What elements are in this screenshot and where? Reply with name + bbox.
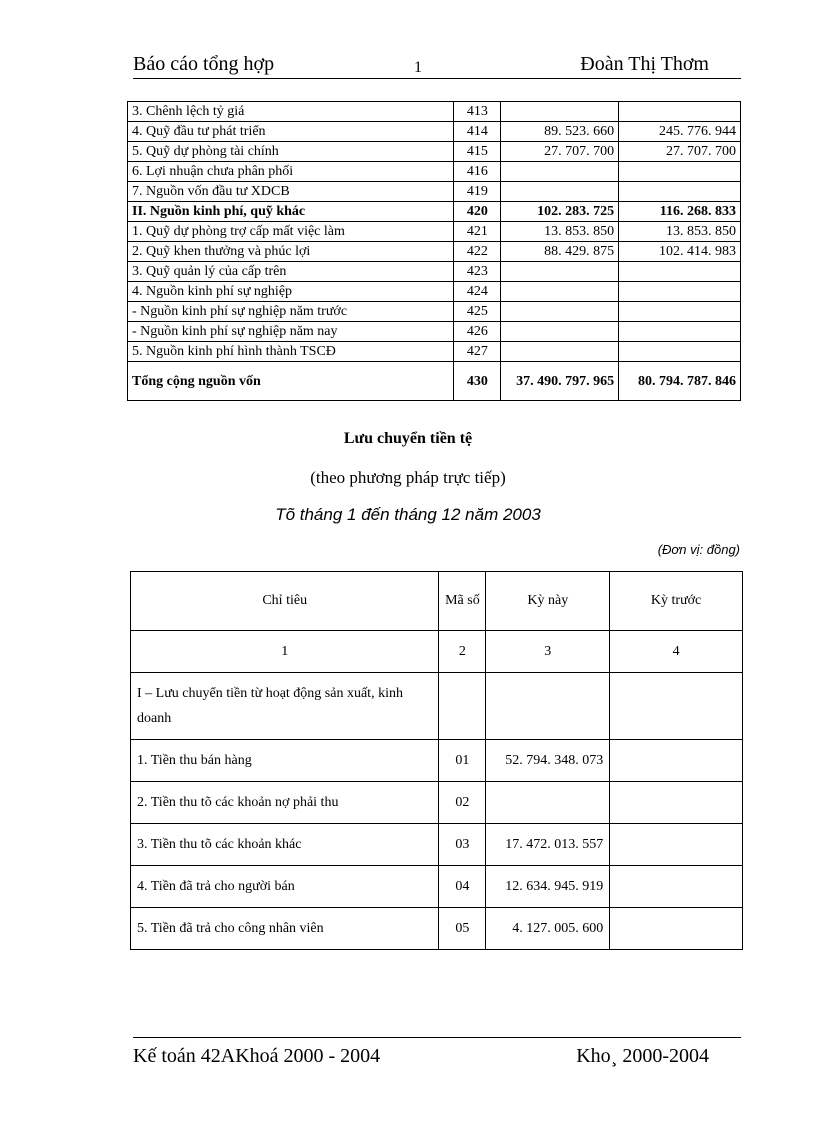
row-label: 5. Tiền đã trả cho công nhân viên: [131, 908, 439, 950]
table-row: [131, 866, 743, 908]
page-header: [133, 52, 741, 79]
column-index: 1: [131, 631, 439, 673]
row-value-start: [619, 302, 741, 322]
row-label: I – Lưu chuyển tiền từ hoạt động sản xuất, kinh doanh: [131, 673, 439, 740]
row-code: 04: [439, 866, 486, 908]
row-value-start: 13. 853. 850: [619, 222, 741, 242]
row-value-end: [501, 162, 619, 182]
row-value-start: [619, 282, 741, 302]
table-row: [128, 102, 741, 122]
row-value-end: [501, 182, 619, 202]
row-value-end: 37. 490. 797. 965: [501, 362, 619, 401]
row-label: 3. Quỹ quản lý của cấp trên: [128, 262, 454, 282]
row-label: 4. Nguồn kinh phí sự nghiệp: [128, 282, 454, 302]
table-row: [128, 122, 741, 142]
page-number: 1: [414, 59, 422, 76]
row-current: 4. 127. 005. 600: [486, 908, 610, 950]
header-indicator: Chỉ tiêu: [131, 572, 439, 631]
row-code: 416: [454, 162, 501, 182]
row-current: 12. 634. 945. 919: [486, 866, 610, 908]
table-row: [128, 282, 741, 302]
header-left-text: Báo cáo tổng hợp: [133, 53, 275, 75]
cash-flow-table: [130, 571, 743, 950]
row-code: 420: [454, 202, 501, 222]
table-row: [131, 782, 743, 824]
row-value-start: 116. 268. 833: [619, 202, 741, 222]
row-value-end: 27. 707. 700: [501, 142, 619, 162]
row-label: 1. Quỹ dự phòng trợ cấp mất việc làm: [128, 222, 454, 242]
row-label: - Nguồn kinh phí sự nghiệp năm nay: [128, 322, 454, 342]
unit-note: (Đơn vị: đồng): [657, 542, 740, 557]
row-label: 5. Nguồn kinh phí hình thành TSCĐ: [128, 342, 454, 362]
row-value-start: [619, 342, 741, 362]
column-index-row: [131, 631, 743, 673]
row-current: 52. 794. 348. 073: [486, 740, 610, 782]
row-value-end: [501, 102, 619, 122]
row-code: 02: [439, 782, 486, 824]
balance-sheet-table: [127, 101, 741, 401]
row-value-end: 102. 283. 725: [501, 202, 619, 222]
row-label: 3. Tiền thu tõ các khoản khác: [131, 824, 439, 866]
table-row: [131, 673, 743, 740]
column-index: 3: [486, 631, 610, 673]
table-row: [128, 222, 741, 242]
row-value-end: [501, 282, 619, 302]
row-code: 424: [454, 282, 501, 302]
table-row: [131, 824, 743, 866]
row-previous: [610, 740, 743, 782]
row-previous: [610, 866, 743, 908]
row-code: 414: [454, 122, 501, 142]
row-code: 423: [454, 262, 501, 282]
table-row: [128, 242, 741, 262]
table-header-row: [131, 572, 743, 631]
row-value-end: [501, 302, 619, 322]
row-code: 05: [439, 908, 486, 950]
footer-right-text: Kho¸ 2000-2004: [576, 1045, 709, 1067]
row-label: 2. Tiền thu tõ các khoản nợ phải thu: [131, 782, 439, 824]
row-value-start: [619, 322, 741, 342]
section-subtitle: (theo phương pháp trực tiếp): [310, 468, 506, 487]
table-row: [128, 262, 741, 282]
row-value-start: [619, 262, 741, 282]
row-value-start: 27. 707. 700: [619, 142, 741, 162]
header-author: Đoàn Thị Thơm: [580, 53, 709, 75]
row-current: 17. 472. 013. 557: [486, 824, 610, 866]
row-code: 426: [454, 322, 501, 342]
row-value-start: 245. 776. 944: [619, 122, 741, 142]
row-previous: [610, 673, 743, 740]
row-current: [486, 782, 610, 824]
row-code: 430: [454, 362, 501, 401]
page-footer: [133, 1037, 741, 1067]
row-label: 3. Chênh lệch tỷ giá: [128, 102, 454, 122]
row-code: 425: [454, 302, 501, 322]
row-label: II. Nguồn kinh phí, quỹ khác: [128, 202, 454, 222]
table-row: [131, 908, 743, 950]
row-code: 01: [439, 740, 486, 782]
column-index: 4: [610, 631, 743, 673]
row-value-end: [501, 322, 619, 342]
row-current: [486, 673, 610, 740]
row-value-start: [619, 102, 741, 122]
row-previous: [610, 782, 743, 824]
row-label: 5. Quỹ dự phòng tài chính: [128, 142, 454, 162]
total-row: [128, 362, 741, 401]
row-value-start: [619, 162, 741, 182]
header-code: Mã số: [439, 572, 486, 631]
row-label: 7. Nguồn vốn đầu tư XDCB: [128, 182, 454, 202]
table-row: [128, 182, 741, 202]
section-period: Tõ tháng 1 đến tháng 12 năm 2003: [275, 505, 541, 524]
row-code: [439, 673, 486, 740]
row-label: 4. Tiền đã trả cho người bán: [131, 866, 439, 908]
row-label: - Nguồn kinh phí sự nghiệp năm trước: [128, 302, 454, 322]
row-label: 2. Quỹ khen thưởng và phúc lợi: [128, 242, 454, 262]
header-previous-period: Kỳ trước: [610, 572, 743, 631]
row-value-start: [619, 182, 741, 202]
table-row: [131, 740, 743, 782]
row-label: 6. Lợi nhuận chưa phân phối: [128, 162, 454, 182]
row-code: 421: [454, 222, 501, 242]
row-previous: [610, 908, 743, 950]
table-row: [128, 202, 741, 222]
table-row: [128, 322, 741, 342]
table-row: [128, 302, 741, 322]
row-code: 427: [454, 342, 501, 362]
row-code: 415: [454, 142, 501, 162]
row-code: 413: [454, 102, 501, 122]
row-label: 4. Quỹ đầu tư phát triển: [128, 122, 454, 142]
table-row: [128, 342, 741, 362]
section-title: Lưu chuyển tiền tệ: [343, 430, 473, 447]
row-value-end: 88. 429. 875: [501, 242, 619, 262]
row-code: 419: [454, 182, 501, 202]
row-label: 1. Tiền thu bán hàng: [131, 740, 439, 782]
header-current-period: Kỳ này: [486, 572, 610, 631]
row-code: 03: [439, 824, 486, 866]
column-index: 2: [439, 631, 486, 673]
row-previous: [610, 824, 743, 866]
footer-left-text: Kế toán 42AKhoá 2000 - 2004: [133, 1045, 381, 1067]
row-value-start: 102. 414. 983: [619, 242, 741, 262]
table-row: [128, 162, 741, 182]
row-label: Tổng cộng nguồn vốn: [128, 362, 454, 401]
row-value-end: [501, 262, 619, 282]
row-code: 422: [454, 242, 501, 262]
row-value-end: 13. 853. 850: [501, 222, 619, 242]
row-value-end: 89. 523. 660: [501, 122, 619, 142]
row-value-start: 80. 794. 787. 846: [619, 362, 741, 401]
table-row: [128, 142, 741, 162]
row-value-end: [501, 342, 619, 362]
